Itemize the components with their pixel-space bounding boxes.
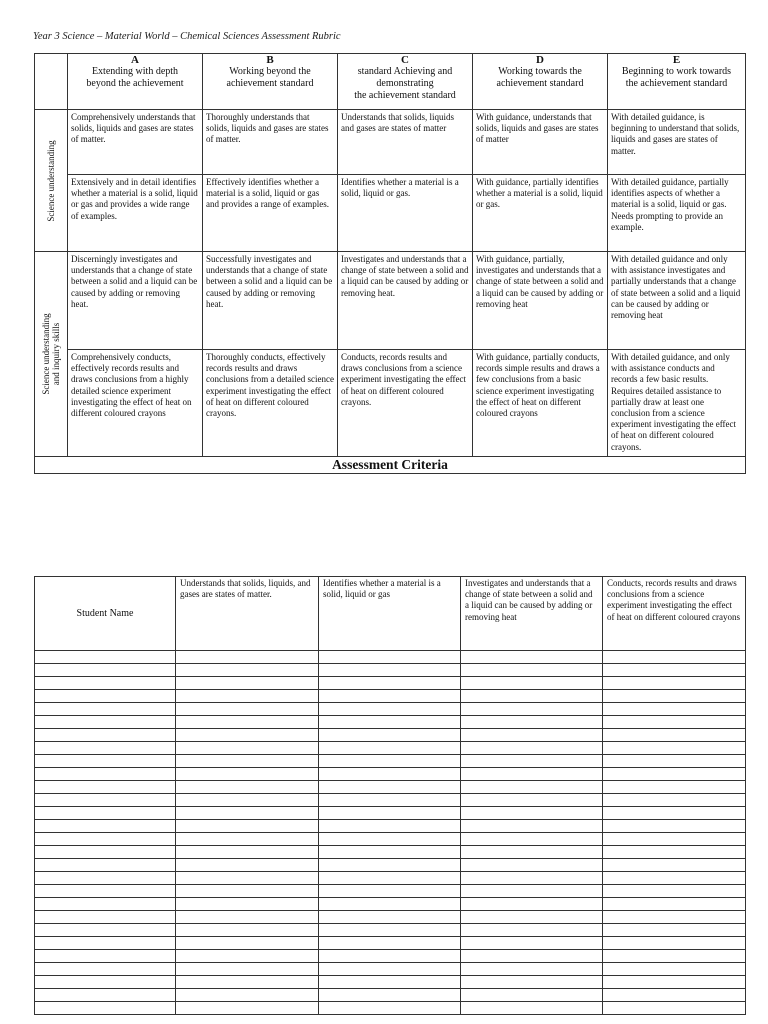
criterion-result-cell[interactable] bbox=[461, 807, 603, 820]
grade-letter: B bbox=[266, 54, 274, 66]
student-name-cell[interactable] bbox=[35, 729, 176, 742]
criterion-result-cell[interactable] bbox=[319, 937, 461, 950]
criterion-result-cell[interactable] bbox=[603, 950, 746, 963]
criterion-result-cell[interactable] bbox=[176, 820, 319, 833]
student-name-cell[interactable] bbox=[35, 924, 176, 937]
student-name-cell[interactable] bbox=[35, 677, 176, 690]
criterion-result-cell[interactable] bbox=[176, 872, 319, 885]
criterion-result-cell[interactable] bbox=[319, 820, 461, 833]
criterion-result-cell[interactable] bbox=[176, 846, 319, 859]
criterion-result-cell[interactable] bbox=[461, 742, 603, 755]
grade-desc-line: beyond the achievement bbox=[86, 78, 184, 89]
criterion-result-cell[interactable] bbox=[176, 950, 319, 963]
criterion-result-cell[interactable] bbox=[319, 976, 461, 989]
criterion-result-cell[interactable] bbox=[176, 807, 319, 820]
student-row bbox=[35, 820, 746, 833]
criterion-result-cell[interactable] bbox=[461, 1002, 603, 1015]
criterion-result-cell[interactable] bbox=[176, 976, 319, 989]
criterion-result-cell[interactable] bbox=[176, 677, 319, 690]
student-row bbox=[35, 885, 746, 898]
criterion-result-cell[interactable] bbox=[176, 768, 319, 781]
criterion-result-cell[interactable] bbox=[603, 989, 746, 1002]
student-row bbox=[35, 859, 746, 872]
criterion-result-cell[interactable] bbox=[461, 872, 603, 885]
rubric-cell: With detailed guidance, partially identifies aspects of whether a material is a solid, liquid or gas. Needs prompting to provide an example. bbox=[608, 175, 746, 252]
section-label-line: Science understanding bbox=[46, 139, 56, 222]
criterion-result-cell[interactable] bbox=[319, 950, 461, 963]
student-row bbox=[35, 729, 746, 742]
student-name-cell[interactable] bbox=[35, 742, 176, 755]
criterion-result-cell[interactable] bbox=[319, 729, 461, 742]
student-tracking-table bbox=[34, 576, 746, 1015]
tracker-header-row bbox=[35, 577, 746, 651]
grade-letter: A bbox=[131, 54, 139, 66]
student-row bbox=[35, 989, 746, 1002]
student-row bbox=[35, 898, 746, 911]
grade-desc-line: Working towards the bbox=[498, 66, 582, 77]
grade-desc-line: Extending with depth bbox=[91, 66, 179, 77]
student-name-cell[interactable] bbox=[35, 651, 176, 664]
student-row bbox=[35, 794, 746, 807]
criterion-result-cell[interactable] bbox=[603, 833, 746, 846]
student-name-cell[interactable] bbox=[35, 846, 176, 859]
criterion-result-cell[interactable] bbox=[603, 911, 746, 924]
student-row bbox=[35, 742, 746, 755]
student-row bbox=[35, 976, 746, 989]
criterion-result-cell[interactable] bbox=[319, 651, 461, 664]
student-name-cell[interactable] bbox=[35, 716, 176, 729]
grade-letter: D bbox=[536, 54, 544, 66]
grade-desc-line: Working beyond the bbox=[229, 66, 311, 77]
grade-d-header bbox=[473, 54, 608, 110]
criterion-result-cell[interactable] bbox=[461, 833, 603, 846]
criterion-result-cell[interactable] bbox=[176, 911, 319, 924]
criterion-result-cell[interactable] bbox=[603, 807, 746, 820]
criterion-result-cell[interactable] bbox=[319, 1002, 461, 1015]
criterion-result-cell[interactable] bbox=[461, 729, 603, 742]
criterion-result-cell[interactable] bbox=[461, 820, 603, 833]
criterion-result-cell[interactable] bbox=[461, 755, 603, 768]
rubric-cell: Comprehensively conducts, effectively records results and draws conclusions from a highly detailed science experiment investigating the effect of heat on different coloured crayons bbox=[68, 350, 203, 457]
student-row bbox=[35, 937, 746, 950]
criterion-result-cell[interactable] bbox=[461, 794, 603, 807]
student-row bbox=[35, 872, 746, 885]
grade-c-header bbox=[338, 54, 473, 110]
criterion-result-cell[interactable] bbox=[176, 781, 319, 794]
criterion-result-cell[interactable] bbox=[319, 690, 461, 703]
criterion-result-cell[interactable] bbox=[176, 898, 319, 911]
student-name-cell[interactable] bbox=[35, 963, 176, 976]
criterion-result-cell[interactable] bbox=[603, 963, 746, 976]
grade-desc-line: demonstrating bbox=[376, 78, 434, 89]
student-name-cell[interactable] bbox=[35, 768, 176, 781]
criterion-header: Identifies whether a material is a solid, liquid or gas bbox=[319, 577, 461, 651]
rubric-cell: Discerningly investigates and understands that a change of state between a solid and a liquid can be caused by adding or removing heat. bbox=[68, 252, 203, 350]
criterion-result-cell[interactable] bbox=[319, 768, 461, 781]
document-title: Year 3 Science – Material World – Chemical Sciences Assessment Rubric bbox=[33, 31, 341, 42]
criterion-result-cell[interactable] bbox=[461, 846, 603, 859]
section-label-inquiry-skills bbox=[35, 252, 68, 457]
student-name-cell[interactable] bbox=[35, 755, 176, 768]
criterion-result-cell[interactable] bbox=[603, 846, 746, 859]
criterion-result-cell[interactable] bbox=[319, 911, 461, 924]
rubric-cell: With detailed guidance, is beginning to understand that solids, liquids and gases are states of matter. bbox=[608, 110, 746, 175]
criterion-result-cell[interactable] bbox=[319, 794, 461, 807]
criterion-result-cell[interactable] bbox=[603, 742, 746, 755]
criterion-result-cell[interactable] bbox=[603, 924, 746, 937]
criterion-result-cell[interactable] bbox=[603, 729, 746, 742]
student-name-cell[interactable] bbox=[35, 989, 176, 1002]
criterion-result-cell[interactable] bbox=[176, 690, 319, 703]
rubric-cell: Identifies whether a material is a solid, liquid or gas. bbox=[338, 175, 473, 252]
student-row bbox=[35, 924, 746, 937]
criterion-result-cell[interactable] bbox=[461, 781, 603, 794]
student-row bbox=[35, 755, 746, 768]
section-label-line: Science understanding bbox=[41, 313, 51, 395]
student-name-cell[interactable] bbox=[35, 833, 176, 846]
grade-desc-line: the achievement standard bbox=[625, 78, 728, 89]
student-row bbox=[35, 716, 746, 729]
section-label-text bbox=[41, 313, 61, 394]
criterion-result-cell[interactable] bbox=[461, 703, 603, 716]
rubric-footer-row bbox=[35, 457, 746, 474]
criterion-result-cell[interactable] bbox=[176, 885, 319, 898]
criterion-result-cell[interactable] bbox=[603, 755, 746, 768]
rubric-cell: With guidance, understands that solids, liquids and gases are states of matter bbox=[473, 110, 608, 175]
student-name-cell[interactable] bbox=[35, 911, 176, 924]
criterion-result-cell[interactable] bbox=[461, 924, 603, 937]
criterion-result-cell[interactable] bbox=[319, 989, 461, 1002]
criterion-header: Conducts, records results and draws conclusions from a science experiment investigating the effect of heat on different coloured crayons bbox=[603, 577, 746, 651]
criterion-result-cell[interactable] bbox=[319, 755, 461, 768]
grade-desc-line: achievement standard bbox=[496, 78, 584, 89]
student-row bbox=[35, 781, 746, 794]
criterion-result-cell[interactable] bbox=[603, 1002, 746, 1015]
student-row bbox=[35, 846, 746, 859]
student-name-cell[interactable] bbox=[35, 937, 176, 950]
rubric-cell: Conducts, records results and draws conclusions from a science experiment investigating the effect of heat on different coloured crayons. bbox=[338, 350, 473, 457]
criterion-result-cell[interactable] bbox=[603, 703, 746, 716]
criterion-result-cell[interactable] bbox=[176, 989, 319, 1002]
rubric-row-change-of-state bbox=[35, 252, 746, 350]
assessment-rubric-table bbox=[34, 53, 746, 474]
criterion-result-cell[interactable] bbox=[603, 820, 746, 833]
grade-e-header bbox=[608, 54, 746, 110]
student-name-cell[interactable] bbox=[35, 859, 176, 872]
criterion-result-cell[interactable] bbox=[461, 911, 603, 924]
criterion-result-cell[interactable] bbox=[603, 937, 746, 950]
student-name-cell[interactable] bbox=[35, 794, 176, 807]
criterion-result-cell[interactable] bbox=[176, 755, 319, 768]
criterion-result-cell[interactable] bbox=[603, 768, 746, 781]
student-name-cell[interactable] bbox=[35, 807, 176, 820]
criterion-result-cell[interactable] bbox=[319, 703, 461, 716]
criterion-result-cell[interactable] bbox=[461, 976, 603, 989]
criterion-result-cell[interactable] bbox=[319, 781, 461, 794]
rubric-cell: With detailed guidance, and only with assistance conducts and records a few basic results. Requires detailed assistance to partially draw at least one conclusion from a science experiment investigating the effect of heat on different coloured crayons. bbox=[608, 350, 746, 457]
criterion-result-cell[interactable] bbox=[461, 690, 603, 703]
grade-desc-line: achievement standard bbox=[226, 78, 314, 89]
student-row bbox=[35, 1002, 746, 1015]
student-name-header: Student Name bbox=[35, 577, 176, 651]
rubric-cell: Thoroughly conducts, effectively records results and draws conclusions from a detailed science experiment investigating the effect of heat on different coloured crayons. bbox=[203, 350, 338, 457]
student-name-cell[interactable] bbox=[35, 820, 176, 833]
criterion-result-cell[interactable] bbox=[319, 924, 461, 937]
grade-desc-line: Beginning to work towards bbox=[621, 66, 732, 77]
criterion-result-cell[interactable] bbox=[461, 950, 603, 963]
criterion-header: Investigates and understands that a change of state between a solid and a liquid can be caused by adding or removing heat bbox=[461, 577, 603, 651]
criterion-result-cell[interactable] bbox=[176, 729, 319, 742]
grade-desc-line: the achievement standard bbox=[354, 90, 456, 101]
student-name-cell[interactable] bbox=[35, 898, 176, 911]
criterion-result-cell[interactable] bbox=[176, 937, 319, 950]
criterion-result-cell[interactable] bbox=[176, 859, 319, 872]
tracker-body bbox=[35, 651, 746, 1015]
criterion-result-cell[interactable] bbox=[603, 976, 746, 989]
rubric-cell: Investigates and understands that a change of state between a solid and a liquid can be caused by adding or removing heat. bbox=[338, 252, 473, 350]
student-row bbox=[35, 677, 746, 690]
criterion-result-cell[interactable] bbox=[603, 872, 746, 885]
criterion-result-cell[interactable] bbox=[603, 716, 746, 729]
criterion-result-cell[interactable] bbox=[603, 898, 746, 911]
criterion-result-cell[interactable] bbox=[319, 872, 461, 885]
criterion-result-cell[interactable] bbox=[461, 885, 603, 898]
student-name-cell[interactable] bbox=[35, 885, 176, 898]
criterion-result-cell[interactable] bbox=[319, 807, 461, 820]
grade-header-row bbox=[35, 54, 746, 110]
criterion-result-cell[interactable] bbox=[461, 898, 603, 911]
student-name-cell[interactable] bbox=[35, 664, 176, 677]
section-label-text bbox=[46, 140, 56, 221]
assessment-criteria-caption: Assessment Criteria bbox=[35, 457, 746, 474]
rubric-row-identify-material bbox=[35, 175, 746, 252]
criterion-result-cell[interactable] bbox=[176, 963, 319, 976]
criterion-result-cell[interactable] bbox=[319, 885, 461, 898]
student-name-cell[interactable] bbox=[35, 690, 176, 703]
criterion-result-cell[interactable] bbox=[176, 716, 319, 729]
criterion-result-cell[interactable] bbox=[319, 716, 461, 729]
criterion-result-cell[interactable] bbox=[176, 833, 319, 846]
student-row bbox=[35, 807, 746, 820]
student-name-cell[interactable] bbox=[35, 781, 176, 794]
rubric-row-experiment bbox=[35, 350, 746, 457]
grade-a-header bbox=[68, 54, 203, 110]
section-label-science-understanding bbox=[35, 110, 68, 252]
rubric-cell: Extensively and in detail identifies whether a material is a solid, liquid or gas and provides a wide range of examples. bbox=[68, 175, 203, 252]
rubric-cell: Understands that solids, liquids and gases are states of matter bbox=[338, 110, 473, 175]
criterion-result-cell[interactable] bbox=[176, 651, 319, 664]
criterion-result-cell[interactable] bbox=[461, 677, 603, 690]
grade-desc-line: standard Achieving and bbox=[357, 66, 453, 77]
criterion-result-cell[interactable] bbox=[603, 690, 746, 703]
student-name-cell[interactable] bbox=[35, 703, 176, 716]
criterion-result-cell[interactable] bbox=[603, 885, 746, 898]
criterion-result-cell[interactable] bbox=[603, 794, 746, 807]
criterion-result-cell[interactable] bbox=[603, 859, 746, 872]
rubric-cell: Thoroughly understands that solids, liquids and gases are states of matter. bbox=[203, 110, 338, 175]
student-row bbox=[35, 950, 746, 963]
rubric-cell: With guidance, partially conducts, records simple results and draws a few conclusions from a basic science experiment investigating the effect of heat on different coloured crayons bbox=[473, 350, 608, 457]
criterion-result-cell[interactable] bbox=[603, 651, 746, 664]
criterion-result-cell[interactable] bbox=[319, 846, 461, 859]
student-row bbox=[35, 703, 746, 716]
criterion-result-cell[interactable] bbox=[603, 781, 746, 794]
criterion-result-cell[interactable] bbox=[461, 664, 603, 677]
student-name-cell[interactable] bbox=[35, 950, 176, 963]
grade-letter: C bbox=[401, 54, 409, 66]
rubric-cell: With detailed guidance and only with assistance investigates and partially understands that a change of state between a solid and a liquid can be caused by adding or removing heat bbox=[608, 252, 746, 350]
criterion-result-cell[interactable] bbox=[176, 924, 319, 937]
criterion-result-cell[interactable] bbox=[461, 937, 603, 950]
rubric-cell: With guidance, partially, investigates and understands that a change of state between a solid and a liquid can be caused by adding or removing heat bbox=[473, 252, 608, 350]
student-name-cell[interactable] bbox=[35, 976, 176, 989]
criterion-result-cell[interactable] bbox=[319, 833, 461, 846]
criterion-header: Understands that solids, liquids, and gases are states of matter. bbox=[176, 577, 319, 651]
criterion-result-cell[interactable] bbox=[176, 703, 319, 716]
criterion-result-cell[interactable] bbox=[461, 989, 603, 1002]
criterion-result-cell[interactable] bbox=[603, 664, 746, 677]
rubric-cell: Comprehensively understands that solids, liquids and gases are states of matter. bbox=[68, 110, 203, 175]
student-row bbox=[35, 768, 746, 781]
section-label-line: and inquiry skills bbox=[51, 322, 61, 386]
criterion-result-cell[interactable] bbox=[319, 677, 461, 690]
rubric-cell: Successfully investigates and understands that a change of state between a solid and a liquid can be caused by adding or removing heat. bbox=[203, 252, 338, 350]
student-name-cell[interactable] bbox=[35, 872, 176, 885]
criterion-result-cell[interactable] bbox=[176, 794, 319, 807]
criterion-result-cell[interactable] bbox=[461, 651, 603, 664]
grade-letter: E bbox=[672, 54, 681, 66]
criterion-result-cell[interactable] bbox=[319, 742, 461, 755]
rubric-cell: Effectively identifies whether a material is a solid, liquid or gas and provides a range of examples. bbox=[203, 175, 338, 252]
criterion-result-cell[interactable] bbox=[461, 716, 603, 729]
student-row bbox=[35, 833, 746, 846]
student-row bbox=[35, 911, 746, 924]
rubric-cell: With guidance, partially identifies whether a material is a solid, liquid or gas. bbox=[473, 175, 608, 252]
criterion-result-cell[interactable] bbox=[461, 768, 603, 781]
criterion-result-cell[interactable] bbox=[176, 1002, 319, 1015]
student-row bbox=[35, 651, 746, 664]
criterion-result-cell[interactable] bbox=[176, 664, 319, 677]
criterion-result-cell[interactable] bbox=[603, 677, 746, 690]
student-row bbox=[35, 963, 746, 976]
student-row bbox=[35, 690, 746, 703]
criterion-result-cell[interactable] bbox=[319, 664, 461, 677]
grade-b-header bbox=[203, 54, 338, 110]
criterion-result-cell[interactable] bbox=[319, 859, 461, 872]
student-name-cell[interactable] bbox=[35, 1002, 176, 1015]
criterion-result-cell[interactable] bbox=[319, 898, 461, 911]
criterion-result-cell[interactable] bbox=[319, 963, 461, 976]
student-row bbox=[35, 664, 746, 677]
criterion-result-cell[interactable] bbox=[176, 742, 319, 755]
criterion-result-cell[interactable] bbox=[461, 859, 603, 872]
rubric-row-states-of-matter bbox=[35, 110, 746, 175]
corner-cell bbox=[35, 54, 68, 110]
criterion-result-cell[interactable] bbox=[461, 963, 603, 976]
